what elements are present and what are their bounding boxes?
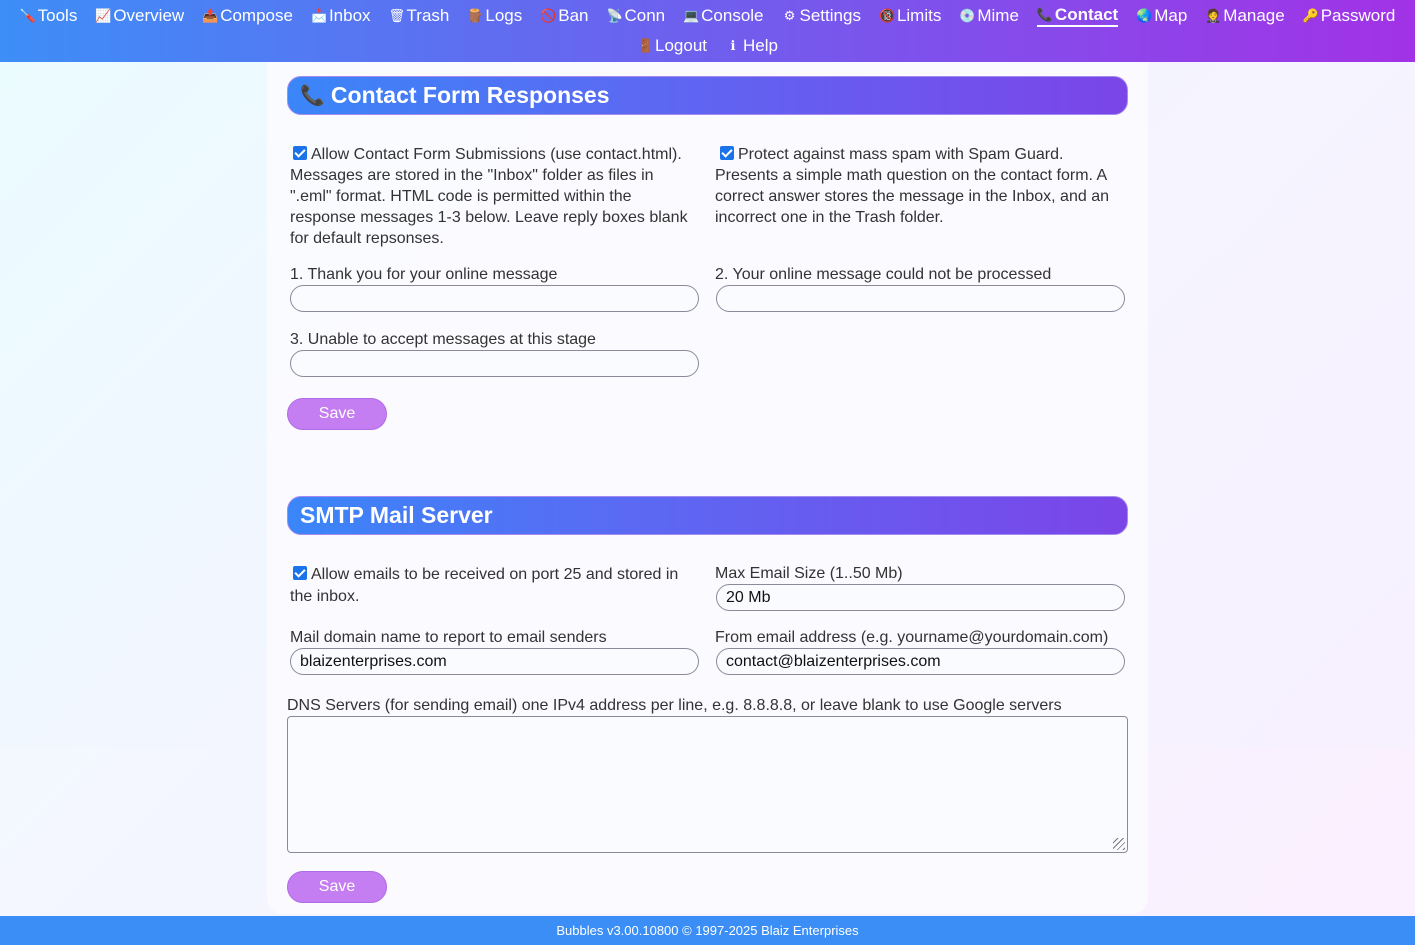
nav-item-console[interactable] xyxy=(683,5,763,27)
nav-item-inbox[interactable] xyxy=(311,5,371,27)
globe-icon: 🌏 xyxy=(1136,8,1153,23)
footer xyxy=(0,916,1415,945)
nav-label: Help xyxy=(743,36,778,55)
allow-smtp-checkbox[interactable] xyxy=(293,566,307,580)
nav-item-map[interactable] xyxy=(1136,5,1187,27)
nav-item-help[interactable] xyxy=(725,36,778,56)
resize-grip-icon[interactable] xyxy=(1113,838,1125,850)
age-limit-icon: 🔞 xyxy=(878,8,896,23)
satellite-icon: 📡 xyxy=(606,8,623,23)
trash-icon: 🗑 xyxy=(388,8,406,23)
spam-guard-checkbox[interactable] xyxy=(720,146,734,160)
nav-label: Conn xyxy=(624,6,666,25)
reply3-input[interactable] xyxy=(290,350,699,377)
tools-icon: 🪛 xyxy=(19,8,36,23)
person-icon: 🤵 xyxy=(1205,8,1222,23)
nav-label: Overview xyxy=(113,6,185,25)
nav-item-mime[interactable] xyxy=(959,5,1019,27)
outbox-icon: 📤 xyxy=(202,8,219,23)
nav-item-trash[interactable] xyxy=(389,5,450,27)
chart-icon: 📈 xyxy=(95,8,112,23)
phone-icon: 📞 xyxy=(1036,7,1054,22)
nav-item-ban[interactable] xyxy=(540,5,588,27)
nav-item-manage[interactable] xyxy=(1205,5,1284,27)
nav-label: Compose xyxy=(220,6,293,25)
footer-text: Bubbles v3.00.10800 © 1997-2025 Blaiz Enterprises xyxy=(556,923,859,938)
reply1-input[interactable] xyxy=(290,285,699,312)
reply3-label: 3. Unable to accept messages at this stage xyxy=(290,331,596,348)
dns-servers-textarea[interactable] xyxy=(287,716,1128,853)
spam-guard-block xyxy=(715,144,1130,228)
contact-section-header xyxy=(287,76,1128,115)
nav-item-conn[interactable] xyxy=(607,5,666,27)
log-icon: 🪵 xyxy=(467,8,484,23)
dns-servers-label: DNS Servers (for sending email) one IPv4 address per line, e.g. 8.8.8.8, or leave blank to use Google servers xyxy=(287,697,1062,714)
nav-row-2 xyxy=(0,36,1415,56)
key-icon: 🔑 xyxy=(1302,8,1319,23)
allow-smtp-block xyxy=(290,564,695,608)
nav-item-password[interactable] xyxy=(1303,5,1396,27)
laptop-icon: 💻 xyxy=(683,8,700,23)
nav-label: Tools xyxy=(37,6,78,25)
nav-label: Contact xyxy=(1054,5,1119,24)
mail-domain-label: Mail domain name to report to email senders xyxy=(290,629,607,646)
smtp-section-header xyxy=(287,496,1128,535)
spam-guard-text: Protect against mass spam with Spam Guard. Presents a simple math question on the contact form. A correct answer stores the message in the Inbox, and an incorrect one in the Trash folder. xyxy=(715,146,1109,226)
allow-contact-block xyxy=(290,144,690,249)
contact-section-title: Contact Form Responses xyxy=(330,82,610,108)
nav-label: Trash xyxy=(406,6,450,25)
smtp-section-title: SMTP Mail Server xyxy=(300,502,493,528)
nav-label: Console xyxy=(701,6,764,25)
nav-label: Manage xyxy=(1223,6,1285,25)
door-icon: 🚪 xyxy=(637,38,654,53)
ban-icon: 🚫 xyxy=(540,8,557,23)
allow-smtp-text: Allow emails to be received on port 25 and stored in the inbox. xyxy=(290,566,679,605)
nav-item-settings[interactable] xyxy=(782,5,861,27)
nav-label: Settings xyxy=(799,6,861,25)
allow-contact-checkbox[interactable] xyxy=(293,146,307,160)
nav-label: Limits xyxy=(896,6,942,25)
info-icon: ℹ xyxy=(730,38,736,53)
nav-label: Inbox xyxy=(328,6,371,25)
nav-label: Ban xyxy=(558,6,589,25)
nav-item-contact[interactable] xyxy=(1037,5,1118,27)
nav-row-1 xyxy=(0,5,1415,27)
nav-label: Logs xyxy=(485,6,523,25)
nav-label: Password xyxy=(1320,6,1396,25)
top-navigation xyxy=(0,0,1415,62)
nav-item-logs[interactable] xyxy=(467,5,522,27)
main-panel xyxy=(267,62,1148,914)
reply1-label: 1. Thank you for your online message xyxy=(290,266,558,283)
nav-label: Map xyxy=(1154,6,1188,25)
nav-item-logout[interactable] xyxy=(637,36,707,56)
max-size-label: Max Email Size (1..50 Mb) xyxy=(715,565,903,582)
contact-save-button[interactable]: Save xyxy=(287,398,387,430)
nav-item-overview[interactable] xyxy=(95,5,184,27)
max-size-input[interactable]: 20 Mb xyxy=(716,584,1125,611)
reply2-label: 2. Your online message could not be processed xyxy=(715,266,1052,283)
nav-label: Logout xyxy=(655,36,708,55)
disc-icon: 💿 xyxy=(959,8,976,23)
nav-item-limits[interactable] xyxy=(879,5,941,27)
phone-icon: 📞 xyxy=(300,85,325,107)
nav-item-compose[interactable] xyxy=(202,5,293,27)
nav-item-tools[interactable] xyxy=(20,5,78,27)
mail-domain-input[interactable]: blaizenterprises.com xyxy=(290,648,699,675)
nav-label: Mime xyxy=(977,6,1019,25)
allow-contact-text: Allow Contact Form Submissions (use contact.html). Messages are stored in the "Inbox" folder as files in ".eml" format. HTML code is permitted within the response messages 1-3 below. Leave reply boxes blank for default repsonses. xyxy=(290,146,688,247)
gear-icon: ⚙ xyxy=(783,8,796,23)
from-email-label: From email address (e.g. yourname@yourdomain.com) xyxy=(715,629,1109,646)
reply2-input[interactable] xyxy=(716,285,1125,312)
from-email-input[interactable]: contact@blaizenterprises.com xyxy=(716,648,1125,675)
envelope-icon: 📩 xyxy=(310,8,328,23)
smtp-save-button[interactable]: Save xyxy=(287,871,387,903)
